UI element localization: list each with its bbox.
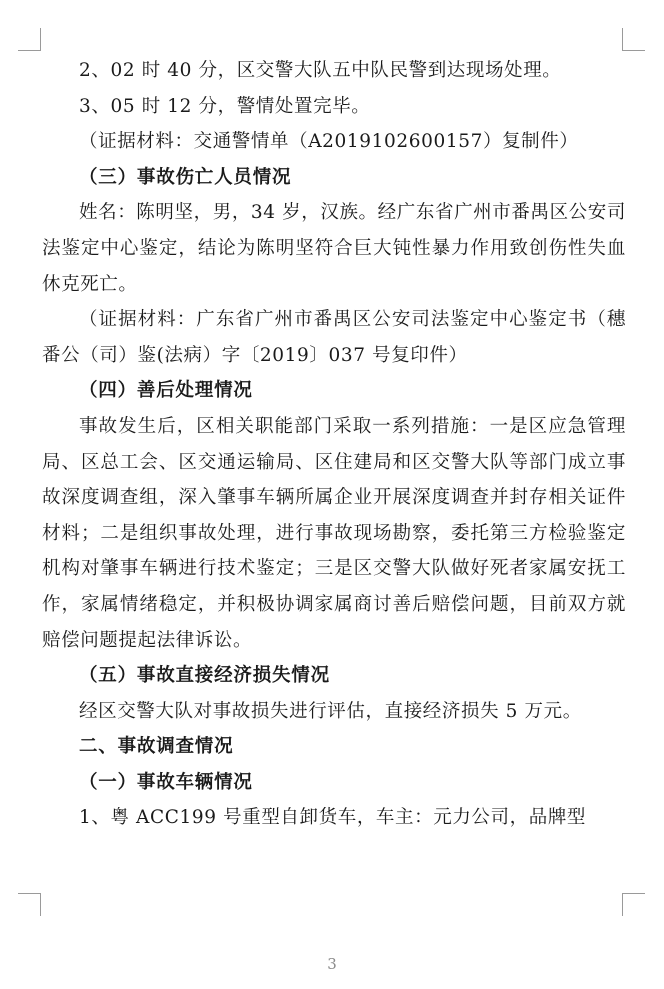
paragraph-vehicle-1: 1、粤 ACC199 号重型自卸货车，车主：元力公司，品牌型 xyxy=(79,807,587,829)
crop-mark-top-right xyxy=(622,28,645,51)
paragraph-economic-loss: 经区交警大队对事故损失进行评估，直接经济损失 5 万元。 xyxy=(79,700,582,722)
crop-mark-top-left xyxy=(18,28,41,51)
crop-mark-bottom-left xyxy=(18,893,41,916)
paragraph-victim-details: 姓名：陈明坚，男，34 岁，汉族。经广东省广州市番禺区公安司法鉴定中心鉴定，结论为陈明坚符合巨大钝性暴力作用致创伤性失血休克死亡。 xyxy=(42,202,626,295)
heading-investigation: 二、事故调查情况 xyxy=(79,736,234,758)
page-number: 3 xyxy=(327,955,337,973)
paragraph-evidence-police-record: （证据材料：交通警情单（A2019102600157）复制件） xyxy=(79,131,579,153)
heading-vehicle-info: （一）事故车辆情况 xyxy=(79,771,253,793)
paragraph-evidence-forensic-report: （证据材料：广东省广州市番禺区公安司法鉴定中心鉴定书（穗番公（司）鉴(法病）字〔2019〕037 号复印件） xyxy=(42,309,626,366)
document-body xyxy=(42,53,626,836)
heading-economic-loss: （五）事故直接经济损失情况 xyxy=(79,665,330,687)
paragraph-completion-time: 3、05 时 12 分，警情处置完毕。 xyxy=(79,95,371,117)
heading-aftermath-handling: （四）善后处理情况 xyxy=(79,380,253,402)
paragraph-aftermath-measures: 事故发生后，区相关职能部门采取一系列措施：一是区应急管理局、区总工会、区交通运输局、区住建局和区交警大队等部门成立事故深度调查组，深入肇事车辆所属企业开展深度调查并封存相关证件材料；二是组织事故处理，进行事故现场勘察，委托第三方检验鉴定机构对肇事车辆进行技术鉴定；三是区交警大队做好死者家属安抚工作，家属情绪稳定，并积极协调家属商讨善后赔偿问题，目前双方就赔偿问题提起法律诉讼。 xyxy=(42,415,626,651)
paragraph-arrival-time: 2、02 时 40 分，区交警大队五中队民警到达现场处理。 xyxy=(79,60,562,81)
heading-casualties: （三）事故伤亡人员情况 xyxy=(79,166,292,188)
crop-mark-bottom-right xyxy=(622,893,645,916)
